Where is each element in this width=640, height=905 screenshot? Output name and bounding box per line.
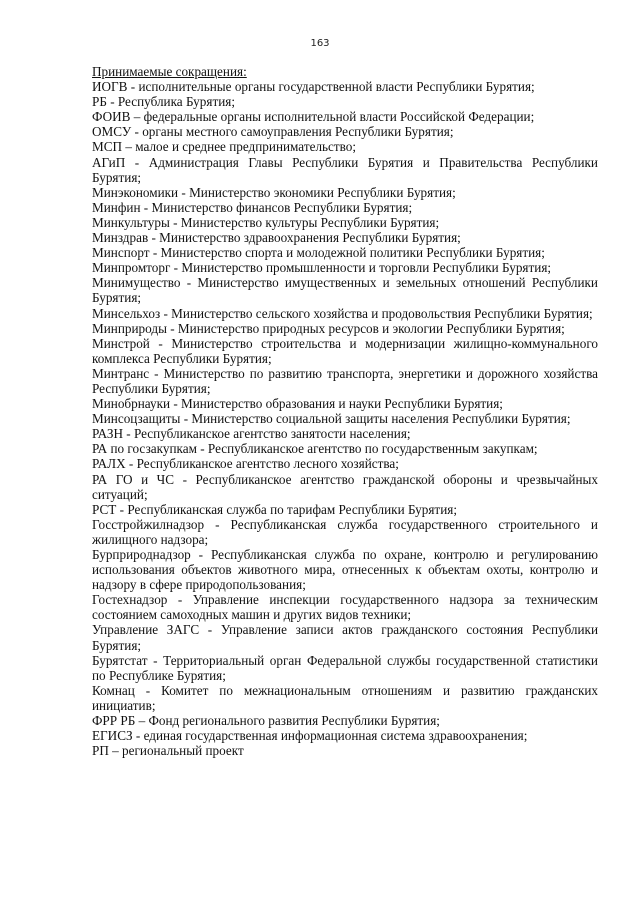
abbreviation-entry: Минспорт - Министерство спорта и молодежной политики Республики Бурятия; [92,245,545,261]
page-number: 163 [310,38,330,49]
abbreviations-heading: Принимаемые сокращения: [92,64,247,79]
abbreviation-entry: Бурприроднадзор - Республиканская служба по охране, контролю и регулированию использования объектов животного мира, отнесенных к объектам охоты, контролю и надзору в сфере природопользования; [92,547,598,593]
abbreviation-entry: Минсельхоз - Министерство сельского хозяйства и продовольствия Республики Бурятия; [92,305,593,321]
abbreviations-list [92,64,598,758]
abbreviation-entry: Минстрой - Министерство строительства и модернизации жилищно-коммунального комплекса Республики Бурятия; [92,335,598,366]
abbreviation-entry: МСП – малое и среднее предпринимательство; [92,139,357,155]
abbreviation-entry: Минфин - Министерство финансов Республики Бурятия; [92,199,413,215]
abbreviation-entry: РАЛХ - Республиканское агентство лесного хозяйства; [92,456,399,472]
abbreviation-entry: Бурятстат - Территориальный орган Федеральной службы государственной статистики по Республике Бурятия; [92,652,598,683]
abbreviation-entry: ОМСУ - органы местного самоуправления Республики Бурятия; [92,124,454,140]
abbreviation-entry: РСТ - Республиканская служба по тарифам Республики Бурятия; [92,501,457,517]
entries-container [92,79,598,758]
abbreviation-entry: Минприроды - Министерство природных ресурсов и экологии Республики Бурятия; [92,320,565,336]
abbreviation-entry: Минтранс - Министерство по развитию транспорта, энергетики и дорожного хозяйства Республики Бурятия; [92,365,598,396]
abbreviation-entry: Минобрнауки - Министерство образования и науки Республики Бурятия; [92,396,503,412]
abbreviation-entry: РА ГО и ЧС - Республиканское агентство гражданской обороны и чрезвычайных ситуаций; [92,471,598,502]
abbreviation-entry: РА по госзакупкам - Республиканское агентство по государственным закупкам; [92,441,538,457]
abbreviation-entry: ФОИВ – федеральные органы исполнительной власти Российской Федерации; [92,109,535,125]
abbreviation-entry: АГиП - Администрация Главы Республики Бурятия и Правительства Республики Бурятия; [92,154,598,185]
abbreviation-entry: РБ - Республика Бурятия; [92,94,235,110]
abbreviation-entry: РП – региональный проект [92,743,244,759]
abbreviation-entry: Гостехнадзор - Управление инспекции государственного надзора за техническим состоянием самоходных машин и других видов техники; [92,592,598,623]
abbreviation-entry: РАЗН - Республиканское агентство занятости населения; [92,426,411,442]
abbreviation-entry: Минпромторг - Министерство промышленности и торговли Республики Бурятия; [92,260,552,276]
abbreviation-entry: Госстройжилнадзор - Республиканская служба государственного строительного и жилищного надзора; [92,516,598,547]
abbreviation-entry: Минздрав - Министерство здравоохранения Республики Бурятия; [92,230,461,246]
abbreviation-entry: Комнац - Комитет по межнациональным отношениям и развитию гражданских инициатив; [92,682,598,713]
abbreviation-entry: Минэкономики - Министерство экономики Республики Бурятия; [92,184,456,200]
abbreviation-entry: ИОГВ - исполнительные органы государственной власти Республики Бурятия; [92,79,535,95]
abbreviation-entry: Управление ЗАГС - Управление записи актов гражданского состояния Республики Бурятия; [92,622,598,653]
abbreviation-entry: ЕГИСЗ - единая государственная информационная система здравоохранения; [92,728,528,744]
abbreviation-entry: ФРР РБ – Фонд регионального развития Республики Бурятия; [92,713,440,729]
abbreviation-entry: Минсоцзащиты - Министерство социальной защиты населения Республики Бурятия; [92,411,571,427]
abbreviation-entry: Минимущество - Министерство имущественных и земельных отношений Республики Бурятия; [92,275,598,306]
abbreviation-entry: Минкультуры - Министерство культуры Республики Бурятия; [92,214,440,230]
